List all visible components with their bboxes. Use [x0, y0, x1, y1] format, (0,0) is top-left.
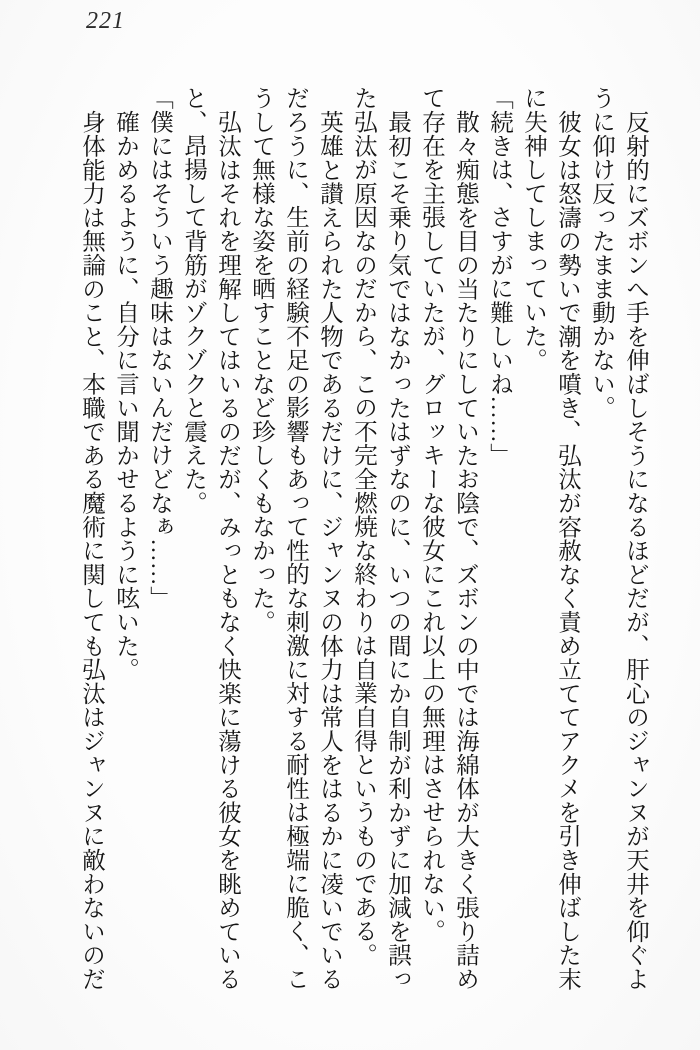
paragraph: 弘汰はそれを理解してはいるのだが、みっともなく快楽に蕩ける彼女を眺めていると、昂揚して背筋がゾクゾクと震えた。 — [180, 86, 240, 991]
paragraph: 反射的にズボンへ手を伸ばしそうになるほどだが、肝心のジャンヌが天井を仰ぐように仰け反ったまま動かない。 — [588, 86, 648, 991]
page-number: 221 — [86, 8, 125, 34]
paragraph: 英雄と讃えられた人物であるだけに、ジャンヌの体力は常人をはるかに凌いでいるだろうに、生前の経験不足の影響もあって性的な刺激に対する耐性は極端に脆く、こうして無様な姿を晒すことなど珍しくもなかった。 — [248, 86, 342, 991]
paragraph: 最初こそ乗り気ではなかったはずなのに、いつの間にか自制が利かずに加減を誤った弘汰が原因なのだから、この不完全燃焼な終わりは自業自得というものである。 — [350, 86, 410, 991]
paragraph: 彼女は怒濤の勢いで潮を噴き、弘汰が容赦なく責め立ててアクメを引き伸ばした末に失神してしまっていた。 — [520, 86, 580, 991]
paragraph: 身体能力は無論のこと、本職である魔術に関しても弘汰はジャンヌに敵わないのだ — [78, 110, 104, 991]
paragraph-dialogue: 「続きは、さすがに難しいね……」 — [486, 86, 512, 467]
paragraph: 確かめるように、自分に言い聞かせるように呟いた。 — [112, 110, 138, 682]
page-text — [74, 86, 652, 994]
paragraph: 散々痴態を目の当たりにしていたお陰で、ズボンの中では海綿体が大きく張り詰めて存在を主張していたが、グロッキーな彼女にこれ以上の無理はさせられない。 — [418, 86, 478, 991]
paragraph-dialogue: 「僕にはそういう趣味はないんだけどなぁ……」 — [146, 86, 172, 610]
